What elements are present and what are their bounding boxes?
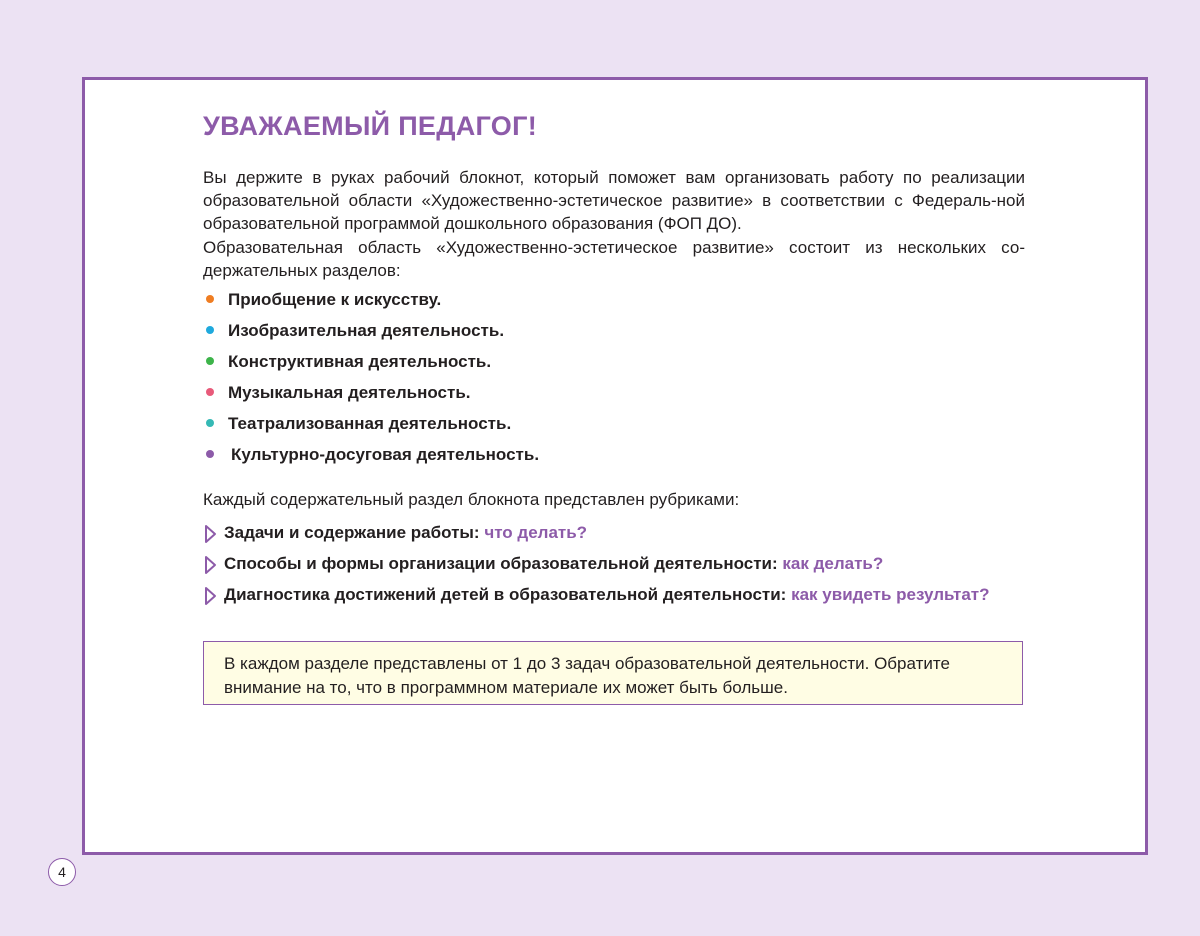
rubrics-intro: Каждый содержательный раздел блокнота представлен рубриками:	[203, 490, 740, 509]
list-item	[203, 379, 1025, 410]
list-item	[203, 550, 1103, 581]
intro-paragraph: Вы держите в руках рабочий блокнот, который поможет вам организовать работу по реализации образовательной области «Художественно-эстетическое развитие» в соответствии с Федераль-ной образовательной программой дошкольного образования (ФОП ДО).	[203, 168, 1025, 234]
list-item	[203, 317, 1025, 348]
arrow-right-icon	[203, 554, 218, 576]
list-item	[203, 441, 1025, 472]
list-item	[203, 286, 1025, 317]
intro-paragraph: Образовательная область «Художественно-эстетическое развитие» состоит из нескольких со-держательных разделов:	[203, 237, 1025, 280]
list-item	[203, 581, 1103, 612]
dot-icon	[206, 357, 214, 365]
sections-list	[203, 286, 1025, 472]
dot-icon	[206, 388, 214, 396]
page-number: 4	[48, 858, 76, 886]
dot-icon	[206, 419, 214, 427]
section-label: Приобщение к искусству.	[228, 290, 442, 309]
section-label: Театрализованная деятельность.	[228, 414, 512, 433]
list-item	[203, 519, 1103, 550]
dot-icon	[206, 450, 214, 458]
section-label: Изобразительная деятельность.	[228, 321, 505, 340]
rubric-label: Способы и формы организации образовательной деятельности:	[224, 554, 778, 573]
list-item	[203, 410, 1025, 441]
rubric-label: Задачи и содержание работы:	[224, 523, 480, 542]
section-label: Культурно-досуговая деятельность.	[231, 445, 540, 464]
page-title: УВАЖАЕМЫЙ ПЕДАГОГ!	[203, 111, 537, 141]
rubric-question: как увидеть результат?	[791, 585, 990, 604]
dot-icon	[206, 295, 214, 303]
intro-text	[203, 166, 1025, 282]
list-item	[203, 348, 1025, 379]
arrow-right-icon	[203, 523, 218, 545]
arrow-right-icon	[203, 585, 218, 607]
rubric-question: что делать?	[484, 523, 588, 542]
dot-icon	[206, 326, 214, 334]
rubric-question: как делать?	[782, 554, 884, 573]
rubrics-list	[203, 519, 1103, 612]
section-label: Музыкальная деятельность.	[228, 383, 471, 402]
section-label: Конструктивная деятельность.	[228, 352, 492, 371]
rubric-label: Диагностика достижений детей в образовательной деятельности:	[224, 585, 787, 604]
note-box: В каждом разделе представлены от 1 до 3 задач образовательной деятельности. Обратите внимание на то, что в программном материале их может быть больше.	[203, 641, 1023, 705]
